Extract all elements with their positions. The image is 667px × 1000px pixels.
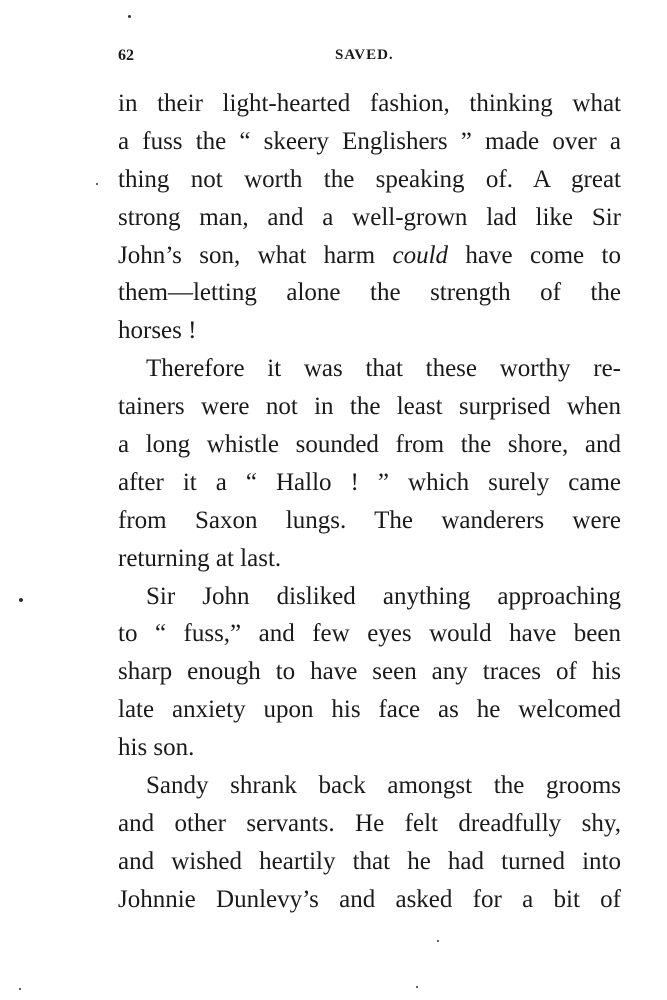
text-line: sharp enough to have seen any traces of his <box>118 658 621 686</box>
text-line <box>118 237 621 275</box>
emphasized-word: could <box>392 241 449 269</box>
text-line: after it a “ Hallo ! ” which surely came <box>118 468 621 496</box>
text-line: tainers were not in the least surprised when <box>118 393 621 421</box>
text-line-rendered: John’s son, what harm could have come to <box>118 241 621 269</box>
text-line: a long whistle sounded from the shore, and <box>118 431 621 459</box>
running-title: SAVED. <box>335 47 394 63</box>
text-line: and other servants. He felt dreadfully shy, <box>118 809 621 837</box>
text-line: strong man, and a well-grown lad like Sir <box>118 203 621 231</box>
page-header <box>118 47 622 71</box>
page-number: 62 <box>118 47 134 64</box>
text-line: and wished heartily that he had turned into <box>118 847 621 875</box>
paper-speck <box>19 598 23 602</box>
text-line: from Saxon lungs. The wanderers were <box>118 506 621 534</box>
text-line: late anxiety upon his face as he welcomed <box>118 696 621 724</box>
text-line: a fuss the “ skeery Englishers ” made over a <box>118 127 621 155</box>
paper-speck <box>437 940 439 942</box>
text-line: returning at last. <box>118 544 282 572</box>
text-line: to “ fuss,” and few eyes would have been <box>118 620 621 648</box>
text-line: Sandy shrank back amongst the grooms <box>146 772 621 800</box>
text-line: Johnnie Dunlevy’s and asked for a bit of <box>118 885 621 913</box>
body-text <box>118 85 621 919</box>
paper-speck <box>19 988 21 990</box>
text-line: Therefore it was that these worthy re- <box>146 355 621 383</box>
text-line: his son. <box>118 734 195 762</box>
paper-speck <box>96 183 98 185</box>
text-line: thing not worth the speaking of. A great <box>118 165 621 193</box>
text-line: them—letting alone the strength of the <box>118 279 621 307</box>
paper-speck <box>128 15 131 18</box>
text-line: horses ! <box>118 317 197 345</box>
text-line: in their light-hearted fashion, thinking what <box>118 90 621 117</box>
paper-speck <box>416 986 418 988</box>
text-line: Sir John disliked anything approaching <box>146 582 621 610</box>
